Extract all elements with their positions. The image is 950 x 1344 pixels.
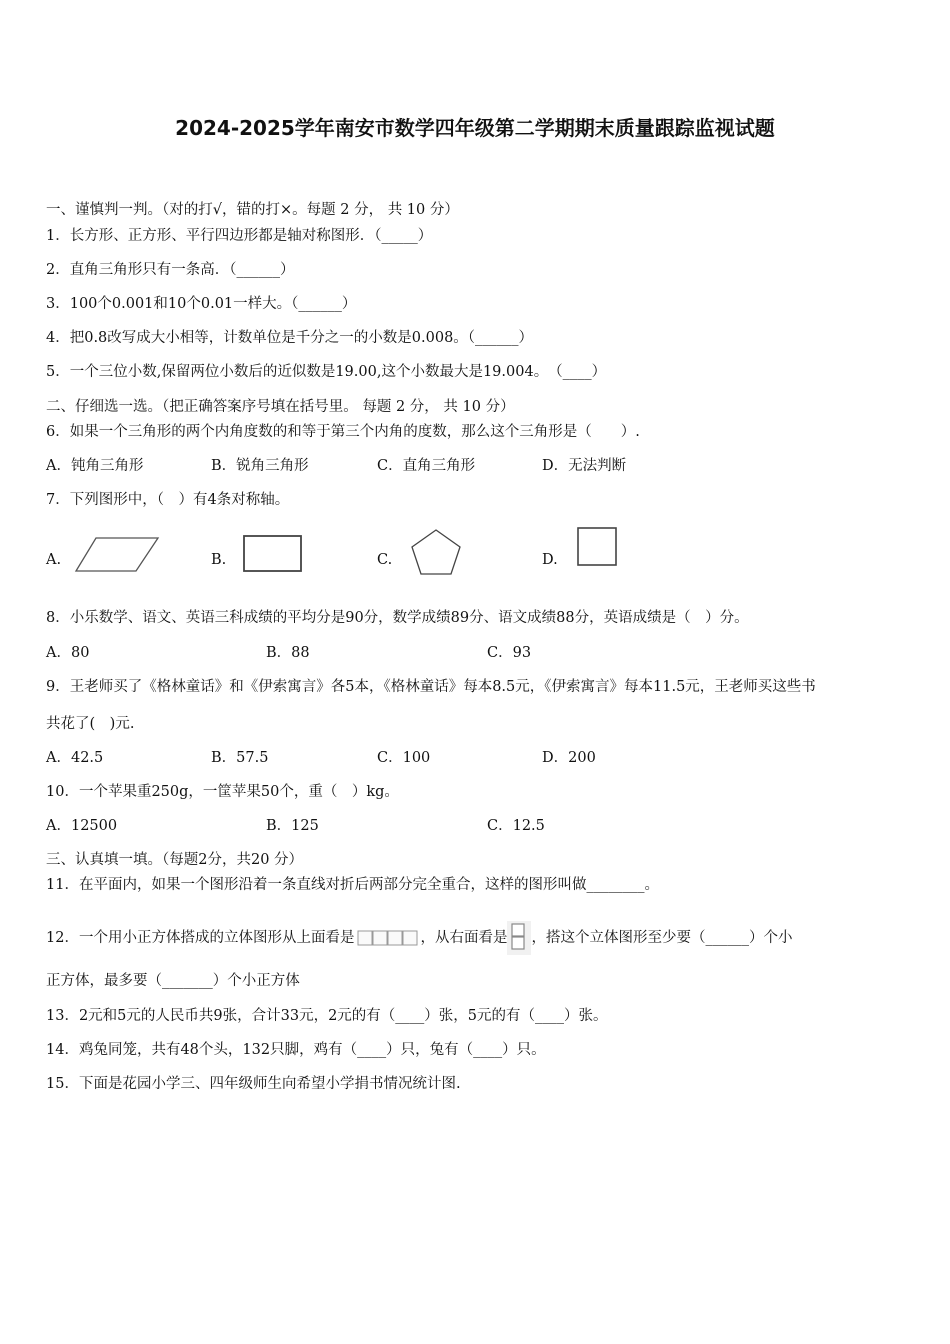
q8-option-b: B．88	[266, 645, 310, 661]
q6-option-d: D．无法判断	[542, 458, 627, 474]
q7-option-c: C.	[377, 552, 393, 568]
question-11: 11．在平面内，如果一个图形沿着一条直线对折后两部分完全重合，这样的图形叫做________。	[46, 877, 659, 893]
question-14: 14．鸡兔同笼，共有48个头，132只脚，鸡有（____）只，兔有（____）只。	[46, 1042, 546, 1058]
section-1-header: 一、谨慎判一判。（对的打√，错的打×。每题 2 分， 共 10 分）	[46, 202, 459, 218]
question-3: 3．100个0.001和10个0.01一样大。（______）	[46, 296, 357, 312]
question-7: 7．下列图形中，（ ）有4条对称轴。	[46, 492, 290, 508]
q8-option-a: A．80	[46, 645, 90, 661]
q6-option-a: A．钝角三角形	[46, 458, 144, 474]
question-9-line-1: 9．王老师买了《格林童话》和《伊索寓言》各5本，《格林童话》每本8.5元，《伊索寓言》每本11.5元，王老师买这些书	[46, 679, 816, 695]
q10-option-c: C．12.5	[487, 818, 545, 834]
page-title: 2024-2025学年南安市数学四年级第二学期期末质量跟踪监视试题	[175, 116, 775, 140]
q12-text-right-view: ，从右面看是	[420, 930, 508, 946]
square-figure	[576, 526, 620, 568]
q9-option-b: B．57.5	[211, 750, 269, 766]
q7-option-a: A.	[46, 552, 62, 568]
question-13: 13．2元和5元的人民币共9张，合计33元，2元的有（____）张，5元的有（____）张。	[46, 1008, 608, 1024]
question-10: 10．一个苹果重250g，一筐苹果50个，重（ ）kg。	[46, 784, 399, 800]
q10-option-a: A．12500	[46, 818, 118, 834]
q6-option-b: B．锐角三角形	[211, 458, 309, 474]
question-15: 15．下面是花园小学三、四年级师生向希望小学捐书情况统计图.	[46, 1076, 461, 1092]
q7-option-d: D.	[542, 552, 558, 568]
q8-option-c: C．93	[487, 645, 532, 661]
question-12-line-2: 正方体，最多要（_______）个小正方体	[46, 973, 300, 989]
rectangle-figure	[242, 534, 304, 574]
q12-text-top-view: 12．一个用小正方体搭成的立体图形从上面看是	[46, 930, 355, 946]
q7-option-b: B.	[211, 552, 227, 568]
top-view-figure	[354, 928, 420, 948]
q9-option-c: C．100	[377, 750, 431, 766]
question-6: 6．如果一个三角形的两个内角度数的和等于第三个内角的度数，那么这个三角形是（ ）.	[46, 424, 640, 440]
question-8: 8．小乐数学、语文、英语三科成绩的平均分是90分，数学成绩89分、语文成绩88分，英语成绩是（ ）分。	[46, 610, 749, 626]
section-3-header: 三、认真填一填。（每题2分，共20 分）	[46, 852, 304, 868]
q10-option-b: B．125	[266, 818, 319, 834]
q9-option-d: D．200	[542, 750, 596, 766]
question-4: 4．把0.8改写成大小相等，计数单位是千分之一的小数是0.008。（______）	[46, 330, 534, 346]
question-5: 5．一个三位小数,保留两位小数后的近似数是19.00,这个小数最大是19.004。 （____）	[46, 364, 607, 380]
q12-text-min-cubes: ，搭这个立体图形至少要（______）个小	[531, 930, 793, 946]
question-9-line-2: 共花了( )元.	[46, 716, 135, 732]
section-2-header: 二、仔细选一选。（把正确答案序号填在括号里。 每题 2 分， 共 10 分）	[46, 399, 515, 415]
q6-option-c: C．直角三角形	[377, 458, 476, 474]
right-view-figure	[507, 921, 531, 955]
question-12-line-1	[46, 921, 792, 955]
pentagon-figure	[409, 527, 463, 577]
question-1: 1．长方形、正方形、平行四边形都是轴对称图形．（_____）	[46, 228, 433, 244]
q9-option-a: A．42.5	[46, 750, 104, 766]
question-2: 2．直角三角形只有一条高．（______）	[46, 262, 295, 278]
parallelogram-figure	[74, 536, 160, 574]
